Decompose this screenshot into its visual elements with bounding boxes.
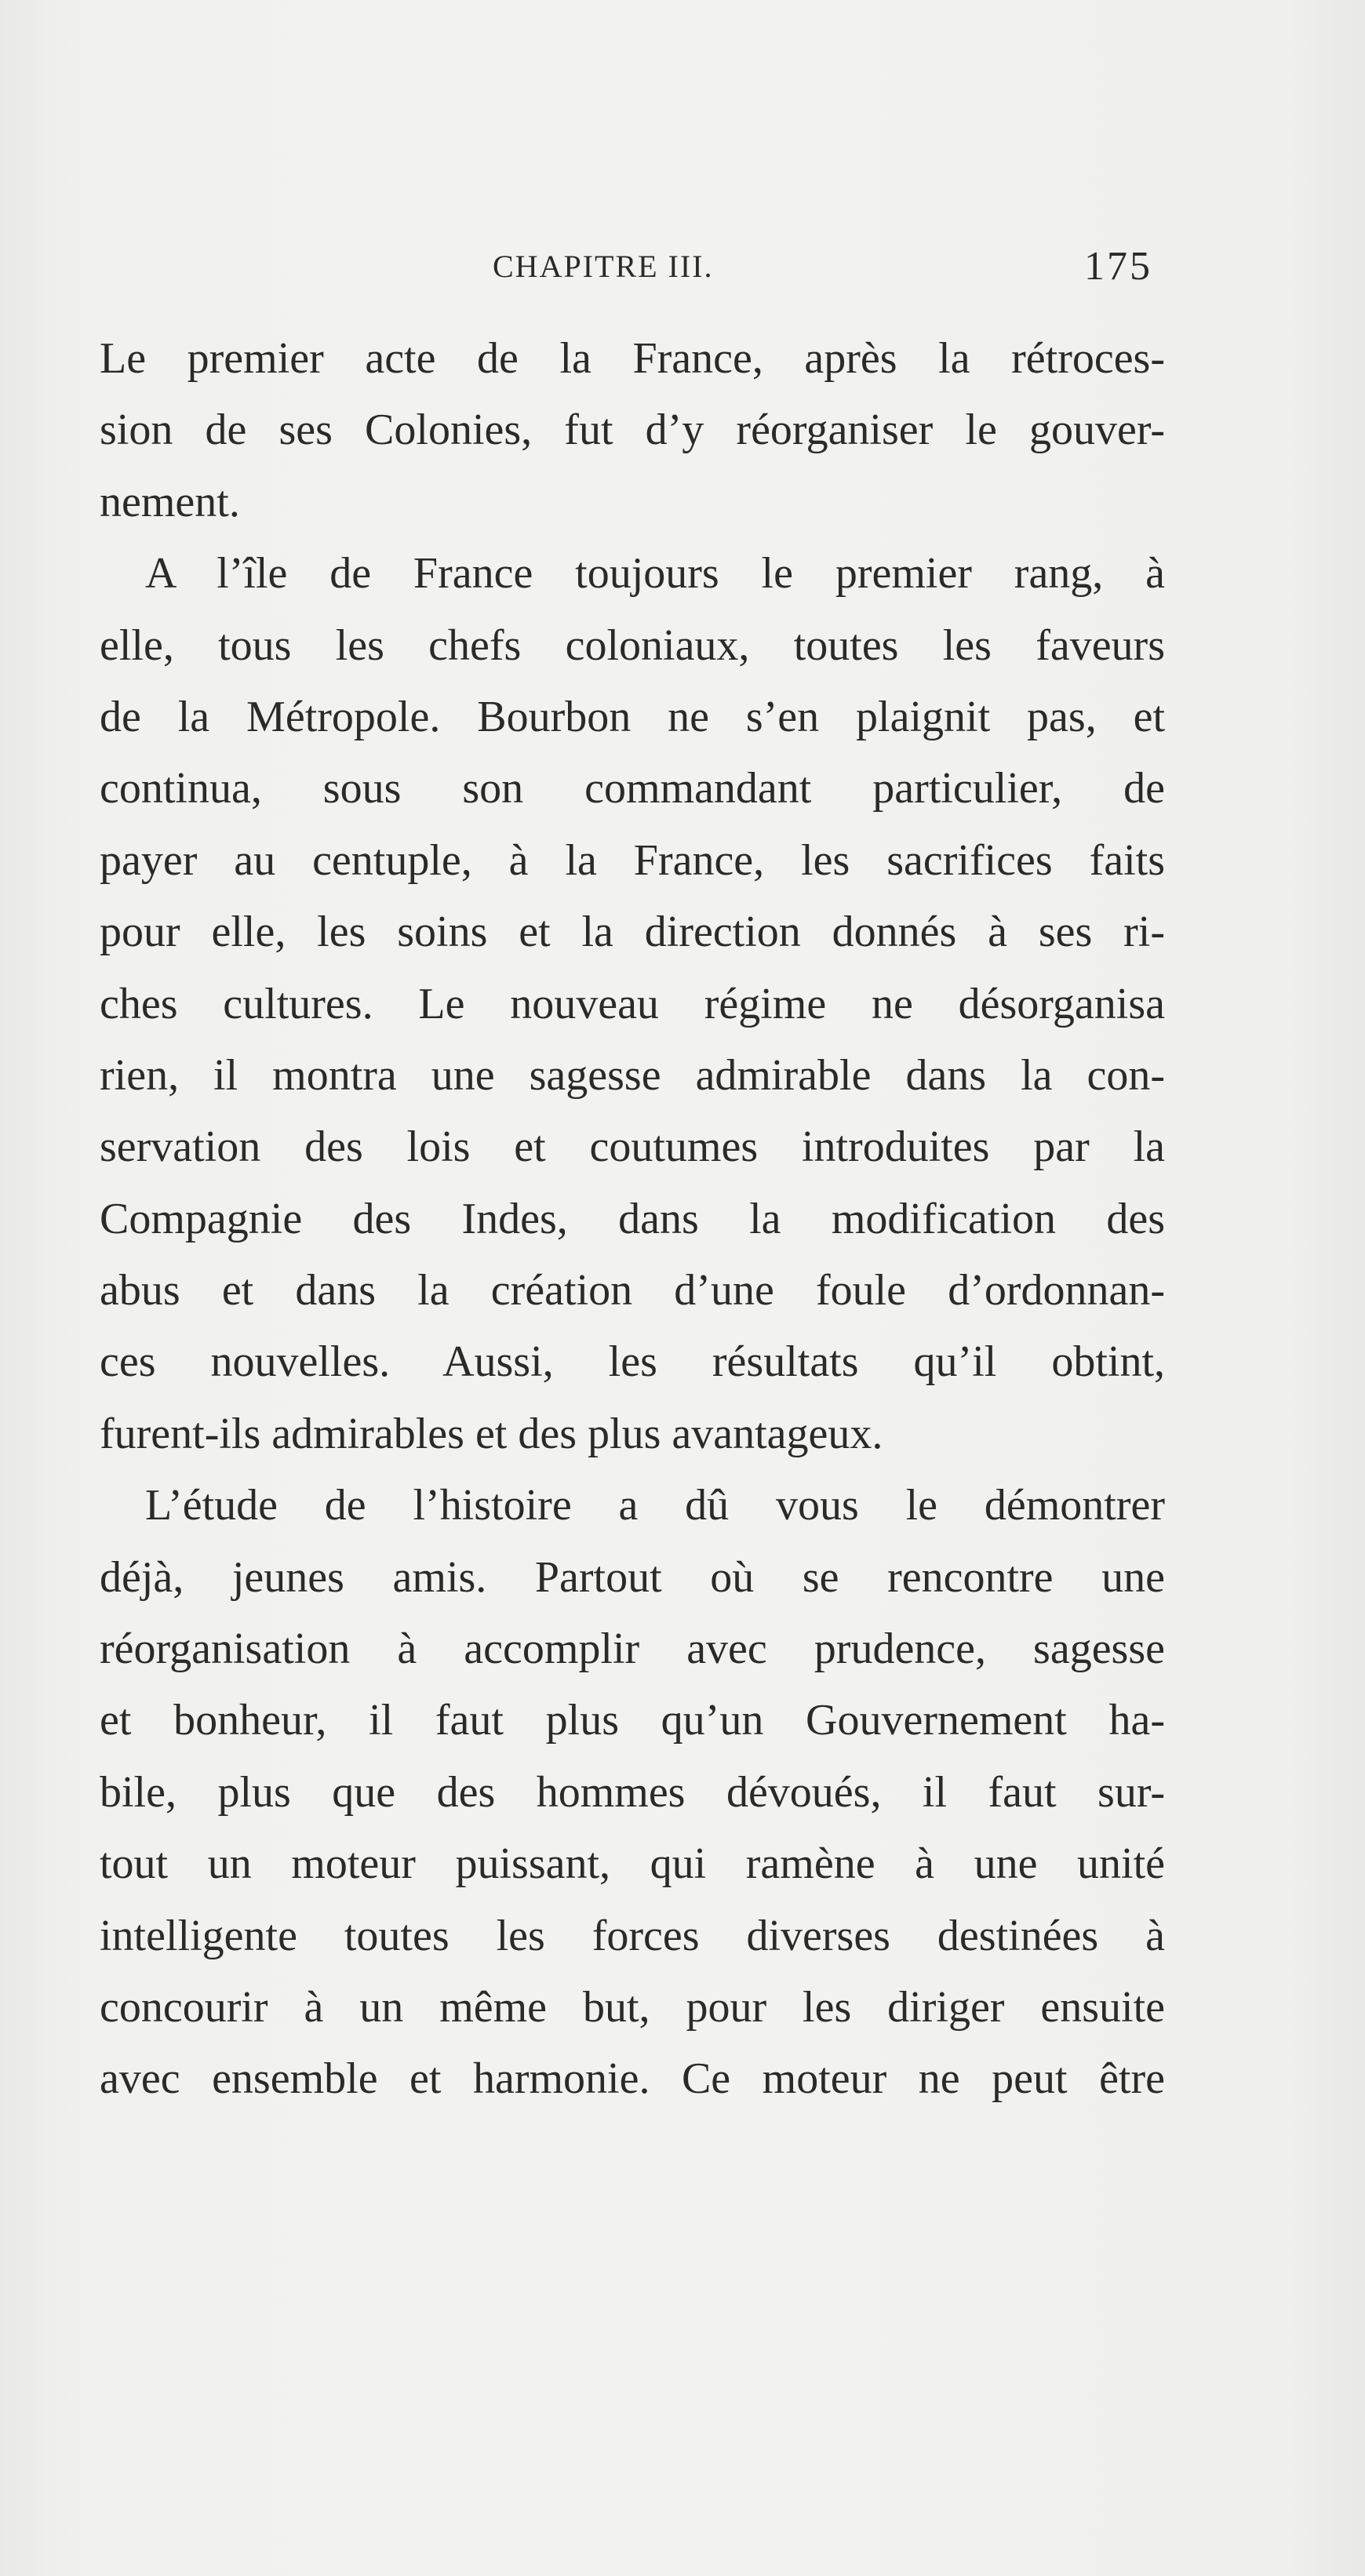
page-number: 175 (1084, 244, 1152, 289)
text-line: réorganisation à accomplir avec prudence, sagesse (100, 1625, 1165, 1674)
body-text (100, 323, 1165, 2116)
text-line: sion de ses Colonies, fut d’y réorganiser le gouver- (100, 406, 1165, 455)
text-line: et bonheur, il faut plus qu’un Gouvernement ha- (100, 1696, 1165, 1745)
text-line: payer au centuple, à la France, les sacrifices faits (100, 835, 1165, 885)
text-line: elle, tous les chefs coloniaux, toutes les faveurs (100, 620, 1165, 670)
text-line: continua, sous son commandant particulier, de (100, 764, 1165, 813)
text-line: Compagnie des Indes, dans la modification des (100, 1194, 1165, 1243)
text-line: abus et dans la création d’une foule d’ordonnan- (100, 1266, 1165, 1315)
running-head (0, 239, 1365, 294)
text-line: servation des lois et coutumes introduites par la (100, 1122, 1165, 1172)
text-line: concourir à un même but, pour les diriger ensuite (100, 1982, 1165, 2032)
text-line: rien, il montra une sagesse admirable dans la con- (100, 1050, 1165, 1100)
text-line: tout un moteur puissant, qui ramène à une unité (100, 1839, 1165, 1889)
text-line: avec ensemble et harmonie. Ce moteur ne peut être (100, 2054, 1165, 2104)
text-line: ches cultures. Le nouveau régime ne désorganisa (100, 979, 1165, 1028)
text-line: L’étude de l’histoire a dû vous le démontrer (145, 1481, 1165, 1530)
text-line: bile, plus que des hommes dévoués, il faut sur- (100, 1767, 1165, 1817)
text-line: furent-ils admirables et des plus avantageux. (100, 1409, 883, 1458)
text-line: intelligente toutes les forces diverses destinées à (100, 1911, 1165, 1960)
text-line: A l’île de France toujours le premier rang, à (145, 549, 1165, 599)
text-line: de la Métropole. Bourbon ne s’en plaignit pas, et (100, 692, 1165, 741)
text-line: Le premier acte de la France, après la rétroces- (100, 334, 1165, 383)
chapter-title: CHAPITRE III. (493, 249, 714, 284)
text-line: pour elle, les soins et la direction donnés à ses ri- (100, 908, 1165, 957)
text-line: ces nouvelles. Aussi, les résultats qu’il obtint, (100, 1337, 1165, 1387)
text-line: déjà, jeunes amis. Partout où se rencontre une (100, 1552, 1165, 1602)
text-line: nement. (100, 477, 240, 526)
